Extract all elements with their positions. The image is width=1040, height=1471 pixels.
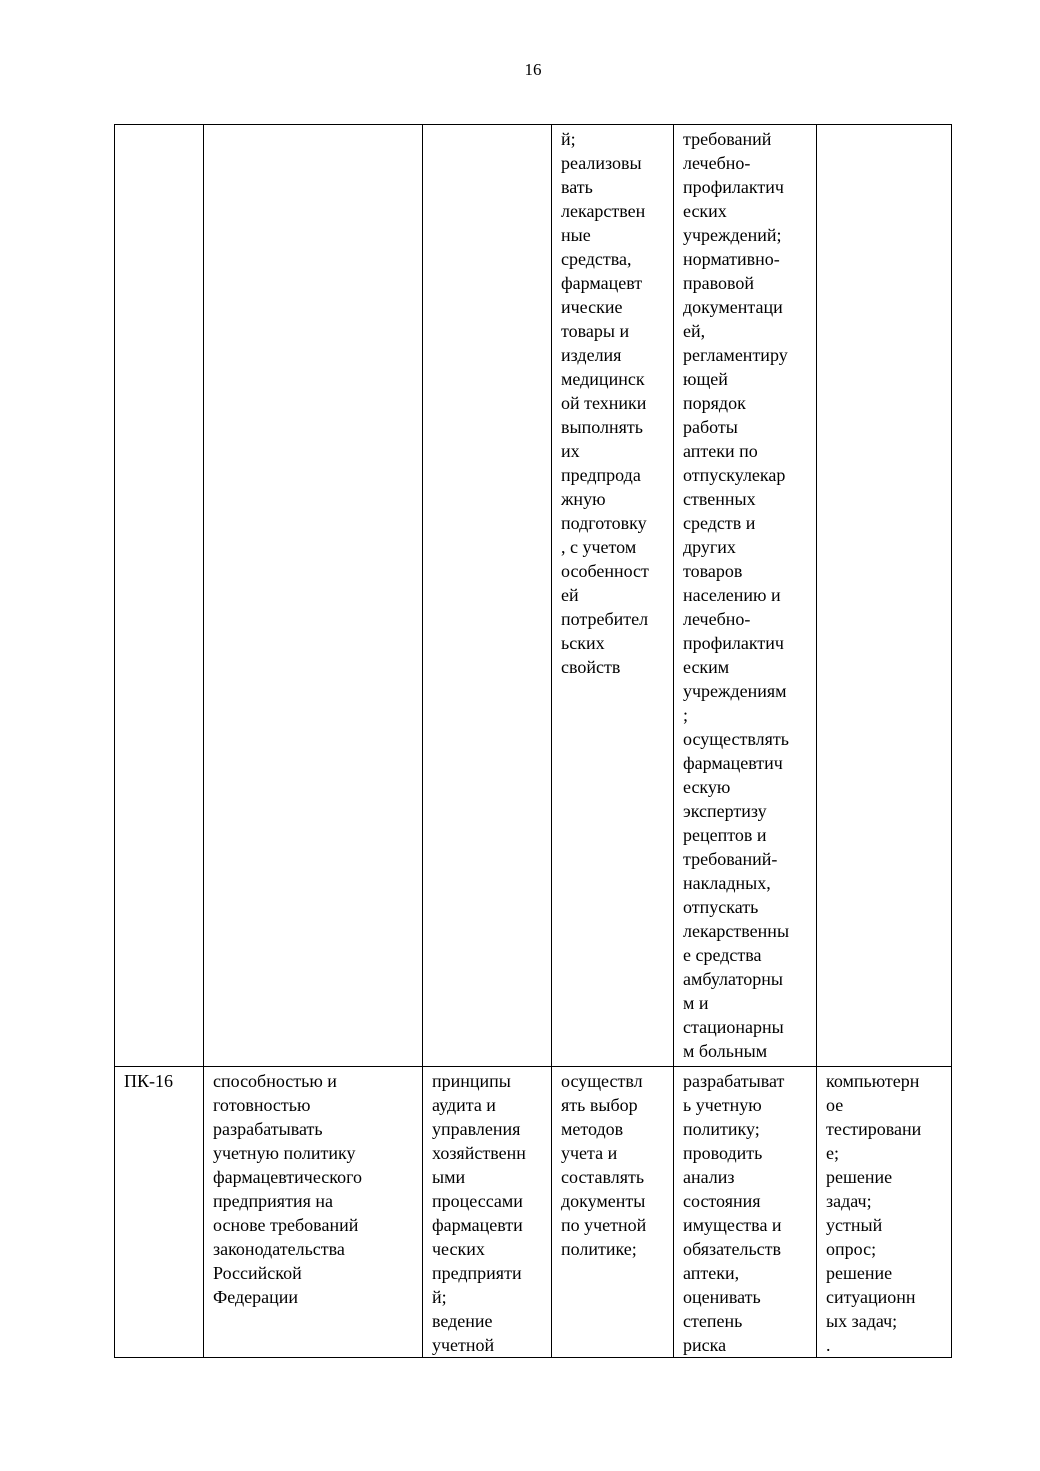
cell-code: [115, 125, 204, 1067]
table-row-pk16: [115, 1067, 952, 1358]
cell-know: принципы аудита и управления хозяйственн ыми процессами фармацевти ческих предприяти й; ведение учетной: [423, 1067, 552, 1358]
cell-master: разрабатыват ь учетную политику; проводить анализ состояния имущества и обязательств аптеки, оценивать степень риска: [674, 1067, 817, 1358]
cell-know: [423, 125, 552, 1067]
cell-competency: [204, 125, 423, 1067]
cell-code: ПК-16: [115, 1067, 204, 1358]
cell-able: осуществл ять выбор методов учета и составлять документы по учетной политике;: [552, 1067, 674, 1358]
cell-competency: способностью и готовностью разрабатывать учетную политику фармацевтического предприятия на основе требований законодательства Российской Федерации: [204, 1067, 423, 1358]
page-number: 16: [524, 60, 542, 79]
cell-able: й; реализовы вать лекарствен ные средства, фармацевт ические товары и изделия медицинск ой техники выполнять их предпрода жную подготовку , с учетом особенност ей потребител ьских свойств: [552, 125, 674, 1067]
competency-table: [114, 124, 952, 1358]
cell-master: требований лечебно- профилактич еских учреждений; нормативно- правовой документаци ей, регламентиру ющей порядок работы аптеки по отпускулекар ственных средств и других товаров населению и лечебно- профилактич еским учреждениям ; осуществлять фармацевтич ескую экспертизу рецептов и требований- накладных, отпускать лекарственны е средства амбулаторны м и стационарны м больным: [674, 125, 817, 1067]
cell-assessment: [817, 125, 952, 1067]
table-row-continuation: [115, 125, 952, 1067]
cell-assessment: компьютерн ое тестировани е; решение задач; устный опрос; решение ситуационн ых задач; .: [817, 1067, 952, 1358]
